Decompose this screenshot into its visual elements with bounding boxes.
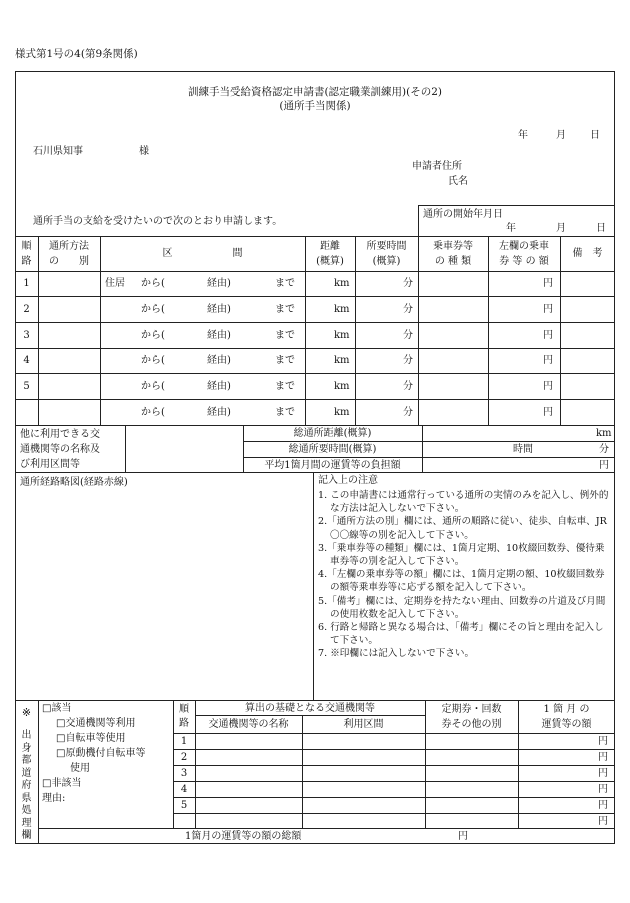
total-time-minutes: 分 bbox=[599, 444, 609, 455]
header-order: 順 bbox=[21, 241, 32, 252]
reason-label: 理由: bbox=[42, 793, 66, 804]
office-row-number: 2 bbox=[180, 752, 188, 763]
header-section: 区 間 bbox=[162, 248, 243, 259]
row-to: まで bbox=[275, 407, 295, 418]
row-from: から( bbox=[141, 304, 165, 315]
note-item: 6. 行路と帰路と異なる場合は、「備考」欄にその旨と理由を記入して下さい。 bbox=[318, 622, 604, 647]
note-item: 1. この申請書には通常行っている通所の実情のみを記入し、例外的な方法は記入しないで下さい。 bbox=[318, 490, 609, 515]
office-header-order: 順 bbox=[179, 704, 189, 715]
office-row-yen: 円 bbox=[598, 784, 608, 795]
monthly-fare-header: 1 箇 月 の bbox=[543, 704, 590, 715]
total-time-label: 総通所要時間(概算) bbox=[288, 444, 377, 455]
header-ticket-2: の 種 類 bbox=[434, 256, 472, 267]
office-header-order-2: 路 bbox=[179, 718, 189, 729]
row-km: km bbox=[334, 355, 350, 366]
row-number: 5 bbox=[23, 381, 30, 392]
pass-type-header: 定期券・回数 bbox=[441, 704, 502, 715]
checkbox-not-applicable[interactable]: □非該当 bbox=[42, 778, 82, 789]
row-min: 分 bbox=[403, 304, 413, 315]
row-km: km bbox=[334, 304, 350, 315]
header-time: 所要時間 bbox=[366, 241, 407, 252]
row-to: まで bbox=[275, 278, 295, 289]
route-map-label: 通所経路略図(経路赤線) bbox=[20, 477, 128, 488]
row-number: 3 bbox=[23, 330, 30, 341]
office-row-yen: 円 bbox=[598, 800, 608, 811]
checkbox-applicable[interactable]: □該当 bbox=[42, 703, 72, 714]
row-via: 経由) bbox=[207, 278, 231, 289]
row-to: まで bbox=[275, 304, 295, 315]
monthly-burden-label: 平均1箇月間の運賃等の負担額 bbox=[264, 460, 401, 471]
office-vertical-label: 出身都道府県処理欄 bbox=[21, 730, 32, 841]
addressee: 石川県知事 bbox=[33, 146, 83, 157]
office-row-yen: 円 bbox=[598, 752, 608, 763]
header-amount-2: 券 等 の 額 bbox=[499, 256, 549, 267]
office-total-unit: 円 bbox=[458, 831, 468, 842]
notes-title: 記入上の注意 bbox=[318, 475, 378, 486]
note-item: 4.「左欄の乗車券等の額」欄には、1箇月定期の額、10枚綴回数券の額等乗車券等に応ずる額を記入して下さい。 bbox=[318, 569, 605, 594]
note-item: 5.「備考」欄には、定期券を持たない理由、回数券の片道及び月間の使用枚数を記入して下さい。 bbox=[318, 595, 606, 620]
note-item: 2.「通所方法の別」欄には、通所の順路に従い、徒歩、自転車、JR〇〇線等の別を記入して下さい。 bbox=[318, 516, 607, 541]
header-amount: 左欄の乗車 bbox=[499, 241, 549, 252]
row-yen: 円 bbox=[543, 407, 553, 418]
row-yen: 円 bbox=[543, 304, 553, 315]
office-row-number: 4 bbox=[180, 784, 188, 795]
row-km: km bbox=[334, 381, 350, 392]
total-time-hours: 時間 bbox=[513, 444, 533, 455]
row-to: まで bbox=[275, 330, 295, 341]
form-title: 訓練手当受給資格認定申請書(認定職業訓練用)(その2) bbox=[187, 86, 443, 98]
header-method: 通所方法 bbox=[49, 241, 89, 252]
header-time-2: (概算) bbox=[372, 256, 401, 267]
other-transport-label-3: び利用区間等 bbox=[20, 459, 80, 470]
row-to: まで bbox=[275, 355, 295, 366]
row-number: 1 bbox=[23, 278, 30, 289]
form-number: 様式第1号の4(第9条関係) bbox=[15, 48, 138, 60]
row-min: 分 bbox=[403, 278, 413, 289]
intro-text: 通所手当の支給を受けたいので次のとおり申請します。 bbox=[33, 216, 283, 227]
monthly-fare-header-2: 運賃等の額 bbox=[541, 719, 592, 730]
date-month: 月 bbox=[556, 130, 566, 141]
row-via: 経由) bbox=[207, 304, 231, 315]
row-min: 分 bbox=[403, 381, 413, 392]
note-item: 3.「乗車券等の種類」欄には、1箇月定期、10枚綴回数券、優待乗車券等の別を記入して下さい。 bbox=[318, 542, 605, 568]
total-distance-label: 総通所距離(概算) bbox=[293, 428, 372, 439]
applicant-address-label: 申請者住所 bbox=[412, 161, 462, 172]
row-min: 分 bbox=[403, 330, 413, 341]
checkbox-bicycle[interactable]: □自転車等使用 bbox=[56, 733, 126, 744]
row-yen: 円 bbox=[543, 330, 553, 341]
header-distance-2: (概算) bbox=[316, 256, 344, 267]
office-row-number: 3 bbox=[180, 768, 188, 779]
row-via: 経由) bbox=[207, 355, 231, 366]
row-km: km bbox=[334, 407, 350, 418]
notes-list bbox=[318, 489, 610, 661]
other-transport-label-2: 通機関等の名称及 bbox=[20, 444, 100, 455]
row-from: から( bbox=[141, 355, 165, 366]
header-method-2: の 別 bbox=[49, 256, 89, 267]
office-mark: ※ bbox=[21, 706, 32, 719]
other-transport-label-1: 他に利用できる交 bbox=[20, 429, 100, 440]
header-remarks: 備 考 bbox=[572, 248, 603, 259]
row-yen: 円 bbox=[543, 355, 553, 366]
note-item: 7. ※印欄には記入しないで下さい。 bbox=[318, 648, 475, 660]
row-via: 経由) bbox=[207, 330, 231, 341]
row-km: km bbox=[334, 278, 350, 289]
total-distance-unit: km bbox=[596, 428, 612, 439]
basis-header: 算出の基礎となる交通機関等 bbox=[245, 703, 375, 714]
office-row-yen: 円 bbox=[598, 768, 608, 779]
monthly-burden-unit: 円 bbox=[599, 460, 609, 471]
checkbox-transport[interactable]: □交通機関等利用 bbox=[56, 718, 136, 729]
start-date-month: 月 bbox=[556, 223, 566, 234]
office-row-number: 5 bbox=[180, 800, 188, 811]
date-year: 年 bbox=[518, 130, 528, 141]
row-yen: 円 bbox=[543, 278, 553, 289]
usage-section-header: 利用区間 bbox=[343, 719, 384, 730]
start-date-year: 年 bbox=[506, 223, 516, 234]
row-from: から( bbox=[141, 278, 165, 289]
pass-type-header-2: 券その他の別 bbox=[441, 719, 502, 730]
header-ticket: 乗車券等 bbox=[433, 241, 473, 252]
row-from: から( bbox=[141, 407, 165, 418]
applicant-name-label: 氏名 bbox=[448, 176, 468, 187]
start-date-day: 日 bbox=[596, 223, 606, 234]
row-from: から( bbox=[141, 381, 165, 392]
office-row-yen: 円 bbox=[598, 736, 608, 747]
row-via: 経由) bbox=[207, 407, 231, 418]
header-order-2: 路 bbox=[21, 256, 32, 267]
row-prefix: 住居 bbox=[105, 278, 125, 289]
row-min: 分 bbox=[403, 407, 413, 418]
row-yen: 円 bbox=[543, 381, 553, 392]
row-number: 2 bbox=[23, 304, 30, 315]
office-row-number: 1 bbox=[180, 736, 188, 747]
start-date-label: 通所の開始年月日 bbox=[423, 209, 503, 220]
office-total-label: 1箇月の運賃等の額の総額 bbox=[185, 831, 302, 842]
row-min: 分 bbox=[403, 355, 413, 366]
row-via: 経由) bbox=[207, 381, 231, 392]
date-day: 日 bbox=[590, 130, 600, 141]
row-to: まで bbox=[275, 381, 295, 392]
row-from: から( bbox=[141, 330, 165, 341]
form-subtitle: (通所手当関係) bbox=[279, 100, 351, 112]
checkbox-moped[interactable]: □原動機付自転車等 bbox=[56, 748, 146, 759]
checkbox-moped-2: 使用 bbox=[70, 763, 90, 774]
row-number: 4 bbox=[23, 355, 30, 366]
addressee-sama: 様 bbox=[139, 146, 149, 157]
row-km: km bbox=[334, 330, 350, 341]
office-row-yen: 円 bbox=[598, 816, 608, 827]
header-distance: 距離 bbox=[320, 241, 340, 252]
transport-name-header: 交通機関等の名称 bbox=[208, 719, 289, 730]
